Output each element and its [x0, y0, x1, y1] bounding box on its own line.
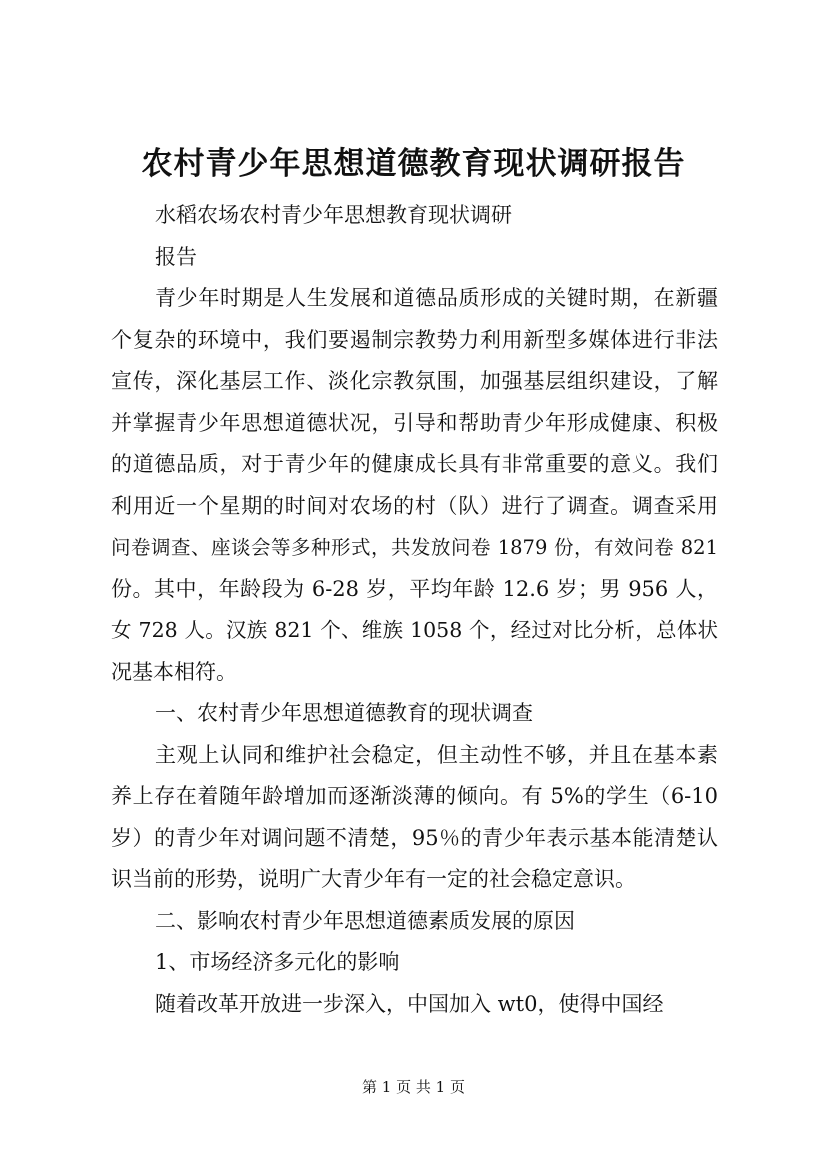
page-footer: 第 1 页 共 1 页	[362, 1078, 465, 1096]
document-line: 一、农村青少年思想道德教育的现状调查	[155, 701, 533, 725]
document-line: 的道德品质，对于青少年的健康成长具有非常重要的意义。我们	[111, 452, 718, 476]
document-line: 岁）的青少年对调问题不清楚，95％的青少年表示基本能清楚认	[111, 825, 718, 850]
document-line: 养上存在着随年龄增加而逐渐淡薄的倾向。有 5%的学生（6-10	[111, 784, 718, 808]
document-line: 宣传，深化基层工作、淡化宗教氛围，加强基层组织建设，了解	[111, 369, 718, 393]
document-line: 识当前的形势，说明广大青少年有一定的社会稳定意识。	[111, 867, 636, 891]
document-line: 份。其中，年龄段为 6-28 岁，平均年龄 12.6 岁；男 956 人，	[111, 576, 718, 601]
document-line: 1、市场经济多元化的影响	[155, 950, 400, 974]
document-title: 农村青少年思想道德教育现状调研报告	[141, 146, 686, 182]
document-line: 利用近一个星期的时间对农场的村（队）进行了调查。调查采用	[111, 493, 718, 518]
document-line: 主观上认同和维护社会稳定，但主动性不够，并且在基本素	[155, 742, 718, 767]
document-line: 青少年时期是人生发展和道德品质形成的关键时期，在新疆	[155, 286, 718, 310]
document-line: 水稻农场农村青少年思想教育现状调研	[155, 203, 512, 227]
document-body	[111, 195, 718, 1025]
document-line: 并掌握青少年思想道德状况，引导和帮助青少年形成健康、积极	[111, 410, 718, 435]
document-line: 二、影响农村青少年思想道德素质发展的原因	[155, 908, 575, 933]
document-line: 况基本相符。	[111, 659, 237, 684]
document-line: 报告	[155, 244, 197, 269]
document-line: 问卷调查、座谈会等多种形式，共发放问卷 1879 份，有效问卷 821	[111, 536, 718, 559]
document-line: 女 728 人。汉族 821 个、维族 1058 个，经过对比分析，总体状	[111, 618, 718, 642]
document-line: 个复杂的环境中，我们要遏制宗教势力利用新型多媒体进行非法	[111, 327, 718, 352]
document-line: 随着改革开放进一步深入，中国加入 wt0，使得中国经	[155, 991, 664, 1016]
